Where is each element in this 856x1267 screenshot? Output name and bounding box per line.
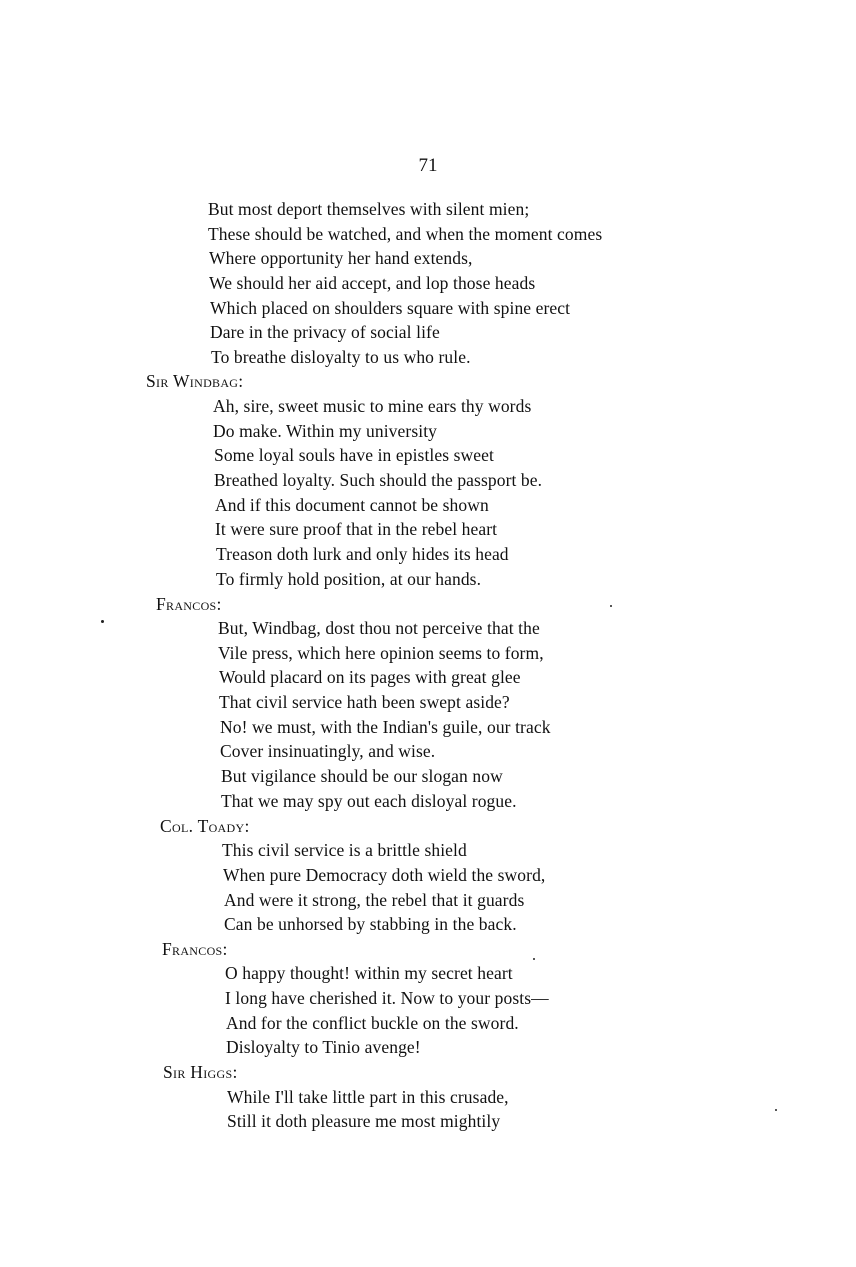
verse-line: Vile press, which here opinion seems to form, (218, 643, 544, 663)
verse-line: Where opportunity her hand extends, (209, 248, 473, 268)
verse-line: While I'll take little part in this crusade, (227, 1087, 509, 1107)
verse-line: Some loyal souls have in epistles sweet (214, 445, 494, 465)
verse-line: But most deport themselves with silent mien; (208, 199, 530, 219)
verse-line: And for the conflict buckle on the sword. (226, 1013, 519, 1033)
verse-line: That civil service hath been swept aside? (219, 692, 510, 712)
verse-line: Which placed on shoulders square with spine erect (210, 298, 571, 318)
print-speck (610, 605, 612, 607)
print-speck (775, 1109, 777, 1111)
verse-line: Disloyalty to Tinio avenge! (226, 1037, 421, 1057)
verse-line: And were it strong, the rebel that it guards (224, 890, 525, 910)
verse-line: Would placard on its pages with great glee (219, 667, 521, 687)
print-speck (101, 620, 104, 623)
verse-line: This civil service is a brittle shield (222, 840, 467, 860)
verse-line: And if this document cannot be shown (215, 495, 489, 515)
page-number: 71 (418, 155, 438, 176)
verse-line: Still it doth pleasure me most mightily (227, 1111, 501, 1131)
verse-line: Do make. Within my university (213, 421, 437, 441)
verse-line: We should her aid accept, and lop those heads (209, 273, 536, 293)
verse-line: But vigilance should be our slogan now (221, 766, 503, 786)
verse-line: But, Windbag, dost thou not perceive that the (218, 618, 540, 638)
speaker-name: Col. Toady: (160, 816, 250, 836)
speaker-name: Francos: (156, 594, 222, 614)
verse-line: Dare in the privacy of social life (210, 322, 440, 342)
verse-line: Cover insinuatingly, and wise. (220, 741, 436, 761)
verse-line: These should be watched, and when the moment comes (208, 224, 603, 244)
speaker-name: Sir Higgs: (163, 1062, 238, 1082)
verse-line: When pure Democracy doth wield the sword, (223, 865, 546, 885)
verse-line: Can be unhorsed by stabbing in the back. (224, 914, 517, 934)
speaker-name: Sir Windbag: (146, 371, 244, 391)
print-speck (533, 958, 535, 960)
verse-line: Treason doth lurk and only hides its head (216, 544, 509, 564)
verse-line: Ah, sire, sweet music to mine ears thy words (213, 396, 532, 416)
speaker-name: Francos: (162, 939, 228, 959)
verse-line: To breathe disloyalty to us who rule. (211, 347, 471, 367)
verse-line: It were sure proof that in the rebel heart (215, 519, 498, 539)
verse-line: No! we must, with the Indian's guile, our track (220, 717, 551, 737)
verse-line: Breathed loyalty. Such should the passport be. (214, 470, 543, 490)
verse-line: That we may spy out each disloyal rogue. (221, 791, 517, 811)
verse-line: I long have cherished it. Now to your posts— (225, 988, 549, 1008)
verse-line: O happy thought! within my secret heart (225, 963, 513, 983)
verse-line: To firmly hold position, at our hands. (216, 569, 482, 589)
